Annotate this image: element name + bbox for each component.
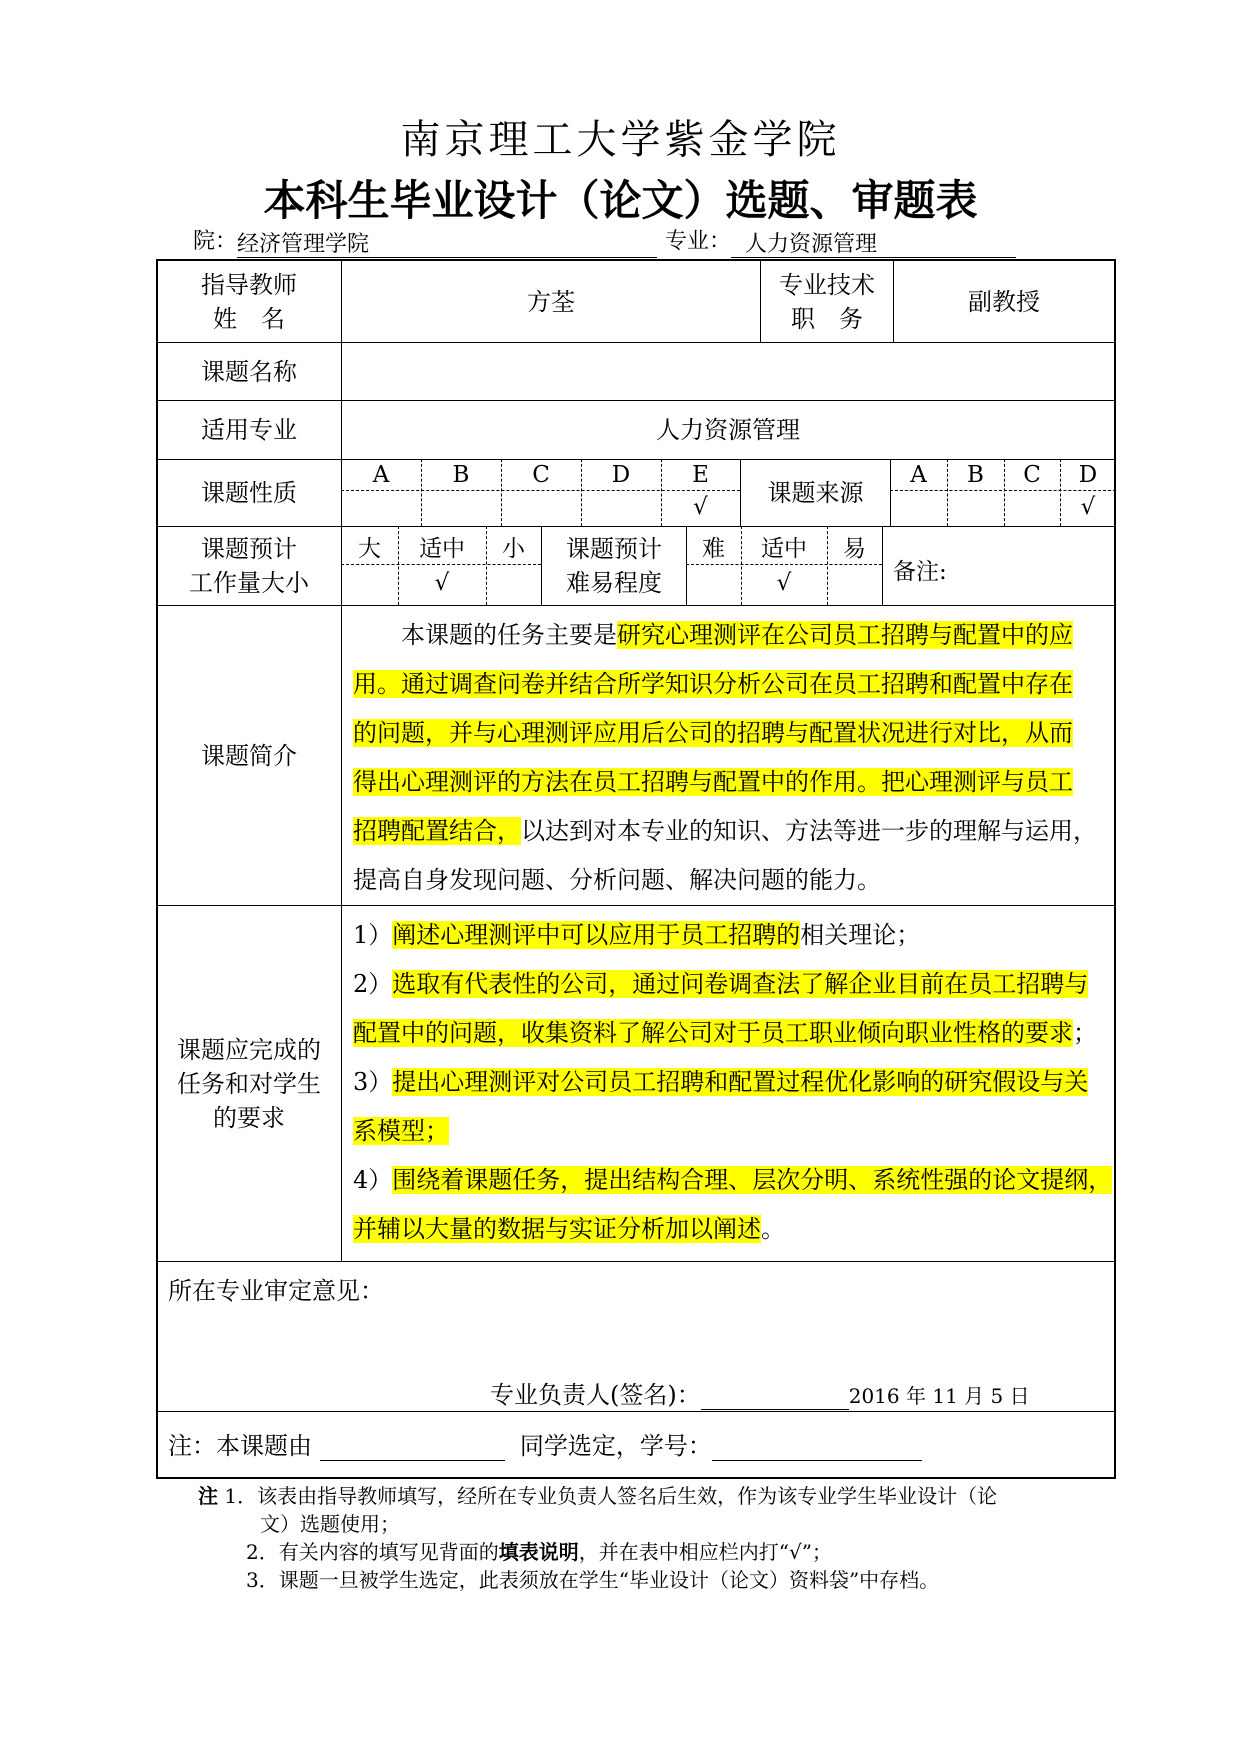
task-highlight: 提出心理测评对公司员工招聘和配置过程优化影响的研究假设与关 (392, 1068, 1089, 1096)
task-number: 2） (353, 970, 393, 998)
footnotes (198, 1482, 1098, 1594)
workload-label-line1: 课题预计 (201, 535, 297, 563)
dashed-divider (890, 490, 1116, 491)
task-number: 1） (353, 921, 393, 949)
row-divider (156, 1261, 1116, 1262)
signature-line (490, 1375, 1030, 1410)
workload-option-small[interactable]: 小 (502, 536, 525, 562)
intro-line (353, 660, 1113, 709)
workload-checkmark[interactable]: √ (434, 570, 450, 596)
intro-line (353, 856, 1113, 905)
selection-prefix: 注：本课题由 (168, 1432, 312, 1460)
school-line (193, 226, 657, 258)
footnote-2-bold: 填表说明 (498, 1540, 579, 1564)
title-rank-label (761, 261, 893, 342)
footnote-1 (198, 1482, 1098, 1510)
form-title: 本科生毕业设计（论文）选题、审题表 (263, 176, 978, 225)
source-label: 课题来源 (767, 479, 864, 507)
institution-title: 南京理工大学紫金学院 (400, 117, 841, 163)
task-highlight: 系模型； (353, 1117, 449, 1145)
tasks-label-line1: 课题应完成的 (177, 1035, 321, 1064)
nature-option-a[interactable]: A (372, 462, 390, 488)
school-label: 院： (193, 229, 238, 254)
difficulty-label (542, 527, 686, 605)
footnote-2 (198, 1538, 1098, 1566)
major-field (731, 229, 1016, 258)
task-line (353, 1058, 1113, 1107)
source-option-b[interactable]: B (967, 462, 984, 488)
intro-plain: 以达到对本专业的知识、方法等进一步的理解与运用， (521, 817, 1097, 845)
task-line (353, 960, 1113, 1009)
task-plain: 相关理论； (800, 921, 921, 949)
task-plain: 。 (761, 1215, 785, 1243)
row-divider (156, 1411, 1116, 1412)
intro-line (353, 807, 1113, 856)
title-rank-value[interactable]: 副教授 (968, 287, 1040, 316)
topic-name-value[interactable] (342, 343, 1114, 400)
column-divider (882, 526, 883, 605)
intro-highlight: 得出心理测评的方法在员工招聘与配置中的作用。把心理测评与员工 (353, 768, 1073, 796)
major-value: 人力资源管理 (745, 232, 878, 257)
footnote-2-pre: 2．有关内容的填写见背面的 (246, 1540, 499, 1564)
intro-label: 课题简介 (201, 741, 297, 770)
student-id-field[interactable] (712, 1436, 922, 1461)
review-date: 2016 年 11 月 5 日 (848, 1384, 1030, 1408)
task-number: 4） (353, 1166, 393, 1194)
source-option-c[interactable]: C (1023, 462, 1041, 488)
tasks-label-line3: 的要求 (213, 1103, 285, 1132)
teacher-label (158, 261, 340, 342)
footnote-2-post: ，并在表中相应栏内打“√”； (578, 1540, 832, 1564)
title-rank-label-line1: 专业技术 (779, 270, 875, 299)
task-line (353, 1205, 1113, 1254)
intro-line (353, 709, 1113, 758)
selection-middle: 同学选定，学号： (519, 1432, 712, 1460)
topic-name-label: 课题名称 (201, 357, 297, 386)
intro-highlight: 用。通过调查问卷并结合所学知识分析公司在员工招聘和配置中存在 (353, 670, 1073, 698)
nature-option-c[interactable]: C (532, 462, 550, 488)
nature-option-e[interactable]: E (692, 462, 709, 488)
tasks-label-line2: 任务和对学生 (177, 1069, 321, 1098)
intro-plain: 本课题的任务主要是 (353, 621, 617, 649)
task-plain: ； (1073, 1019, 1097, 1047)
dashed-divider (341, 564, 541, 565)
footnote-lead: 注 (198, 1484, 218, 1508)
nature-option-b[interactable]: B (452, 462, 470, 488)
difficulty-option-medium[interactable]: 适中 (761, 536, 807, 562)
title-rank-label-line2: 职 务 (791, 304, 863, 333)
applicable-major-value[interactable]: 人力资源管理 (656, 416, 800, 444)
workload-option-large[interactable]: 大 (358, 536, 381, 562)
difficulty-option-easy[interactable]: 易 (843, 536, 866, 562)
dashed-divider (686, 564, 882, 565)
remark-label: 备注: (893, 559, 947, 585)
nature-e-checkmark[interactable]: √ (693, 494, 708, 520)
intro-plain: 提高自身发现问题、分析问题、解决问题的能力。 (353, 866, 881, 894)
intro-line (353, 758, 1113, 807)
task-highlight: 围绕着课题任务，提出结构合理、层次分明、系统性强的论文提纲， (392, 1166, 1113, 1194)
task-number: 3） (353, 1068, 393, 1096)
workload-option-medium[interactable]: 适中 (419, 536, 465, 562)
task-line (353, 1107, 1113, 1156)
difficulty-checkmark[interactable]: √ (776, 570, 792, 596)
task-highlight: 配置中的问题，收集资料了解公司对于员工职业倾向职业性格的要求 (353, 1019, 1073, 1047)
dashed-divider (341, 490, 740, 491)
major-line (665, 226, 1016, 258)
signature-field[interactable] (701, 1385, 849, 1410)
teacher-name[interactable]: 方荃 (527, 287, 575, 316)
difficulty-label-line1: 课题预计 (566, 535, 662, 563)
selection-line (168, 1426, 922, 1461)
workload-label-line2: 工作量大小 (189, 569, 309, 597)
source-option-d[interactable]: D (1078, 462, 1098, 488)
task-highlight: 选取有代表性的公司，通过问卷调查法了解企业目前在员工招聘与 (392, 970, 1089, 998)
school-field (237, 229, 657, 258)
intro-highlight: 研究心理测评在公司员工招聘与配置中的应 (617, 621, 1073, 649)
applicable-major-label: 适用专业 (201, 416, 297, 444)
intro-text[interactable] (353, 611, 1113, 905)
intro-line (353, 611, 1113, 660)
nature-option-d[interactable]: D (611, 462, 631, 488)
source-option-a[interactable]: A (910, 462, 927, 488)
task-line (353, 1156, 1113, 1205)
review-label: 所在专业审定意见： (168, 1277, 384, 1305)
source-d-checkmark[interactable]: √ (1080, 494, 1096, 520)
task-line (353, 1009, 1113, 1058)
intro-highlight: 招聘配置结合， (353, 817, 521, 845)
footnote-3: 3．课题一旦被学生选定，此表须放在学生“毕业设计（论文）资料袋”中存档。 (246, 1568, 940, 1592)
signer-label: 专业负责人(签名)： (490, 1381, 701, 1409)
teacher-label-line2: 姓 名 (213, 304, 285, 333)
tasks-label (158, 906, 340, 1261)
nature-label: 课题性质 (201, 479, 297, 507)
workload-label (158, 527, 340, 605)
intro-highlight: 的问题，并与心理测评应用后公司的招聘与配置状况进行对比，从而 (353, 719, 1073, 747)
task-highlight: 并辅以大量的数据与实证分析加以阐述 (353, 1215, 761, 1243)
task-highlight: 阐述心理测评中可以应用于员工招聘的 (392, 921, 801, 949)
footnote-1a: 1．该表由指导教师填写，经所在专业负责人签名后生效，作为该专业学生毕业设计（论 (224, 1484, 998, 1508)
footnote-1b: 文）选题使用； (260, 1512, 400, 1536)
difficulty-label-line2: 难易程度 (566, 569, 662, 597)
difficulty-option-hard[interactable]: 难 (702, 536, 725, 562)
major-label: 专业： (665, 229, 732, 254)
teacher-label-line1: 指导教师 (201, 270, 297, 299)
task-line (353, 911, 1113, 960)
student-name-field[interactable] (320, 1436, 505, 1461)
tasks-text[interactable] (353, 911, 1113, 1254)
school-value: 经济管理学院 (237, 232, 370, 257)
